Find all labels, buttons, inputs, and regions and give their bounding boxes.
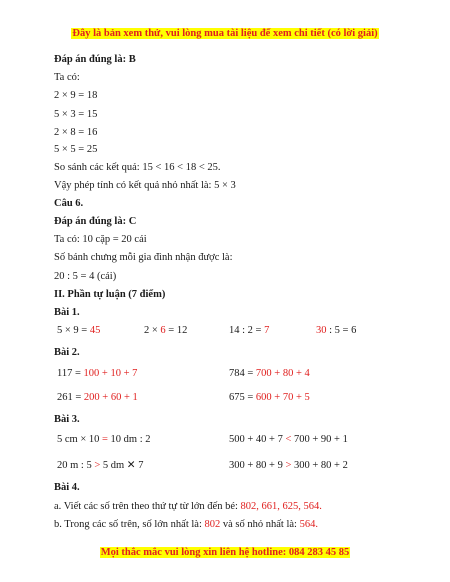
q5-compare: So sánh các kết quả: 15 < 16 < 18 < 25. bbox=[54, 162, 221, 173]
preview-banner bbox=[0, 27, 450, 40]
bai2-row1-left: 117 = 100 + 10 + 7 bbox=[57, 368, 138, 379]
q6-answer: Đáp án đúng là: C bbox=[54, 216, 137, 227]
q6-line-3: 20 : 5 = 4 (cái) bbox=[54, 271, 117, 282]
bai4-part-b: b. Trong các số trên, số lớn nhất là: 802 và số nhỏ nhất là: 564. bbox=[54, 519, 318, 530]
hotline-banner bbox=[0, 546, 450, 559]
q5-answer: Đáp án đúng là: B bbox=[54, 54, 136, 65]
q5-line-2: 5 × 3 = 15 bbox=[54, 109, 98, 120]
bai2-title: Bài 2. bbox=[54, 347, 80, 358]
bai3-row1-left: 5 cm × 10 = 10 dm : 2 bbox=[57, 434, 151, 445]
bai4-part-a: a. Viết các số trên theo thứ tự từ lớn đến bé: 802, 661, 625, 564. bbox=[54, 501, 322, 512]
bai4-title: Bài 4. bbox=[54, 482, 80, 493]
bai1-title: Bài 1. bbox=[54, 307, 80, 318]
q5-line-1: 2 × 9 = 18 bbox=[54, 90, 98, 101]
q5-intro: Ta có: bbox=[54, 72, 80, 83]
bai1-item-2: 2 × 6 = 12 bbox=[144, 325, 188, 336]
preview-banner-text: Đây là bản xem thử, vui lòng mua tài liệu để xem chi tiết (có lời giải) bbox=[72, 28, 378, 39]
bai3-row2-left: 20 m : 5 > 5 dm ✕ 7 bbox=[57, 460, 144, 471]
bai3-row2-right: 300 + 80 + 9 > 300 + 80 + 2 bbox=[229, 460, 348, 471]
q6-line-2: Số bánh chưng mỗi gia đình nhận được là: bbox=[54, 252, 233, 263]
bai2-row2-right: 675 = 600 + 70 + 5 bbox=[229, 392, 310, 403]
bai2-row1-right: 784 = 700 + 80 + 4 bbox=[229, 368, 310, 379]
q5-conclusion: Vậy phép tính có kết quả nhỏ nhất là: 5 × 3 bbox=[54, 180, 236, 191]
q5-line-4: 5 × 5 = 25 bbox=[54, 144, 98, 155]
bai1-item-3: 14 : 2 = 7 bbox=[229, 325, 270, 336]
q6-title: Câu 6. bbox=[54, 198, 84, 209]
bai3-row1-right: 500 + 40 + 7 < 700 + 90 + 1 bbox=[229, 434, 348, 445]
bai1-item-1: 5 × 9 = 45 bbox=[57, 325, 101, 336]
bai3-title: Bài 3. bbox=[54, 414, 80, 425]
bai2-row2-left: 261 = 200 + 60 + 1 bbox=[57, 392, 138, 403]
bai1-item-4: 30 : 5 = 6 bbox=[316, 325, 357, 336]
section-essay-title: II. Phần tự luận (7 điểm) bbox=[54, 289, 166, 300]
q6-line-1: Ta có: 10 cặp = 20 cái bbox=[54, 234, 147, 245]
q5-line-3: 2 × 8 = 16 bbox=[54, 127, 98, 138]
hotline-banner-text: Mọi thắc mắc vui lòng xin liên hệ hotline: 084 283 45 85 bbox=[100, 547, 350, 558]
